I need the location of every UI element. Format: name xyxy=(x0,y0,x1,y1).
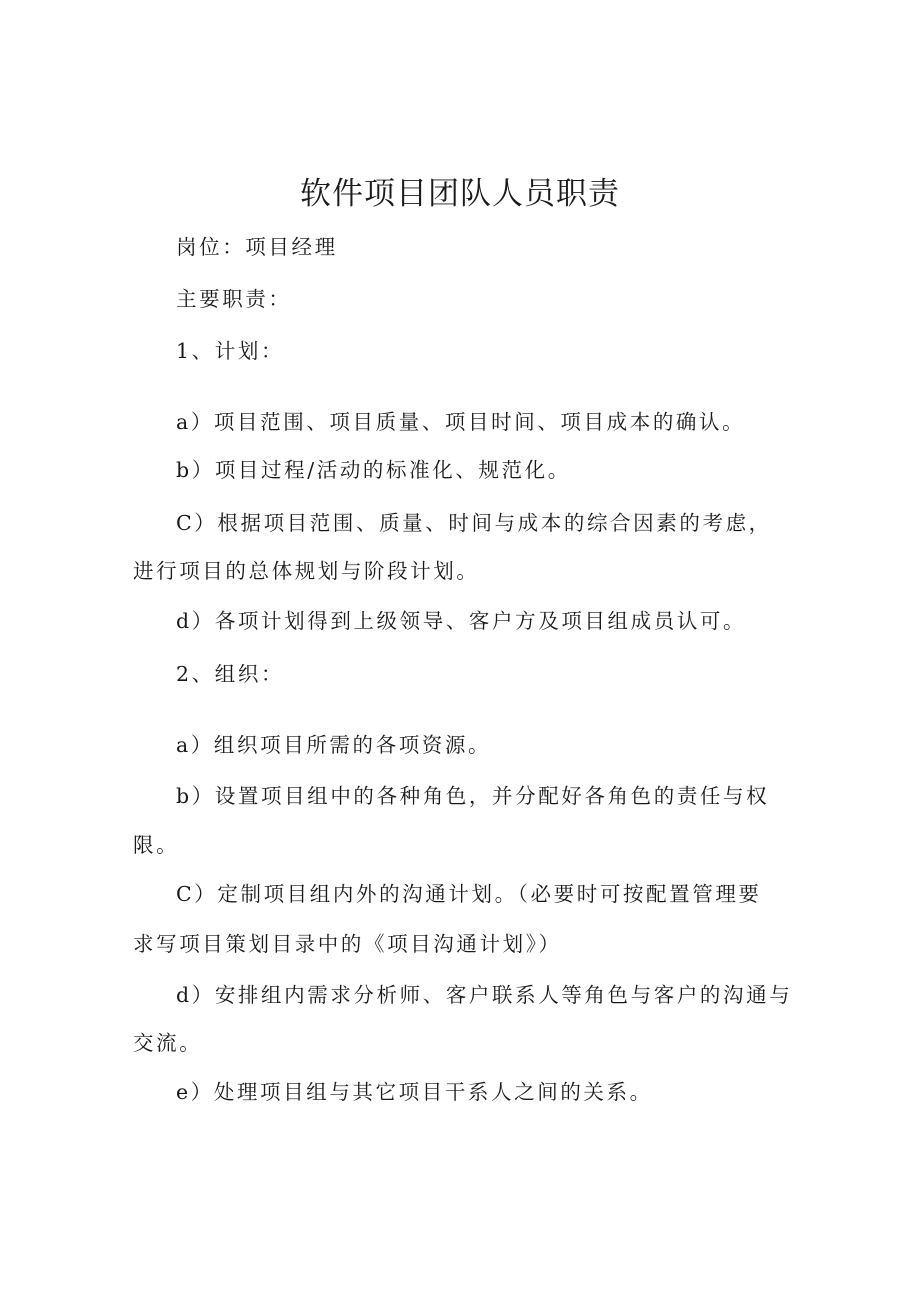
plan-item-a: a）项目范围、项目质量、项目时间、项目成本的确认。 xyxy=(176,410,746,434)
plan-item-d: d）各项计划得到上级领导、客户方及项目组成员认可。 xyxy=(176,609,747,633)
plan-item-c-continued: 进行项目的总体规划与阶段计划。 xyxy=(133,559,480,583)
document-title: 软件项目团队人员职责 xyxy=(300,176,620,212)
section-organize-heading: 2、组织： xyxy=(176,662,285,686)
main-duties-heading: 主要职责： xyxy=(176,287,292,311)
organize-item-e: e）处理项目组与其它项目干系人之间的关系。 xyxy=(176,1080,653,1104)
organize-item-c-continued: 求写项目策划目录中的《项目沟通计划》） xyxy=(133,932,562,956)
position-line: 岗位：项目经理 xyxy=(176,235,338,259)
organize-item-c: C）定制项目组内外的沟通计划。（必要时可按配置管理要 xyxy=(176,882,762,906)
organize-item-a: a）组织项目所需的各项资源。 xyxy=(176,733,492,757)
organize-item-d: d）安排组内需求分析师、客户联系人等角色与客户的沟通与 xyxy=(176,983,793,1007)
section-plan-heading: 1、计划： xyxy=(176,339,285,363)
organize-item-d-continued: 交流。 xyxy=(133,1031,203,1055)
plan-item-c: C）根据项目范围、质量、时间与成本的综合因素的考虑， xyxy=(176,511,772,535)
organize-item-b: b）设置项目组中的各种角色，并分配好各角色的责任与权 xyxy=(176,784,770,808)
plan-item-b: b）项目过程/活动的标准化、规范化。 xyxy=(176,458,571,482)
organize-item-b-continued: 限。 xyxy=(133,833,180,857)
